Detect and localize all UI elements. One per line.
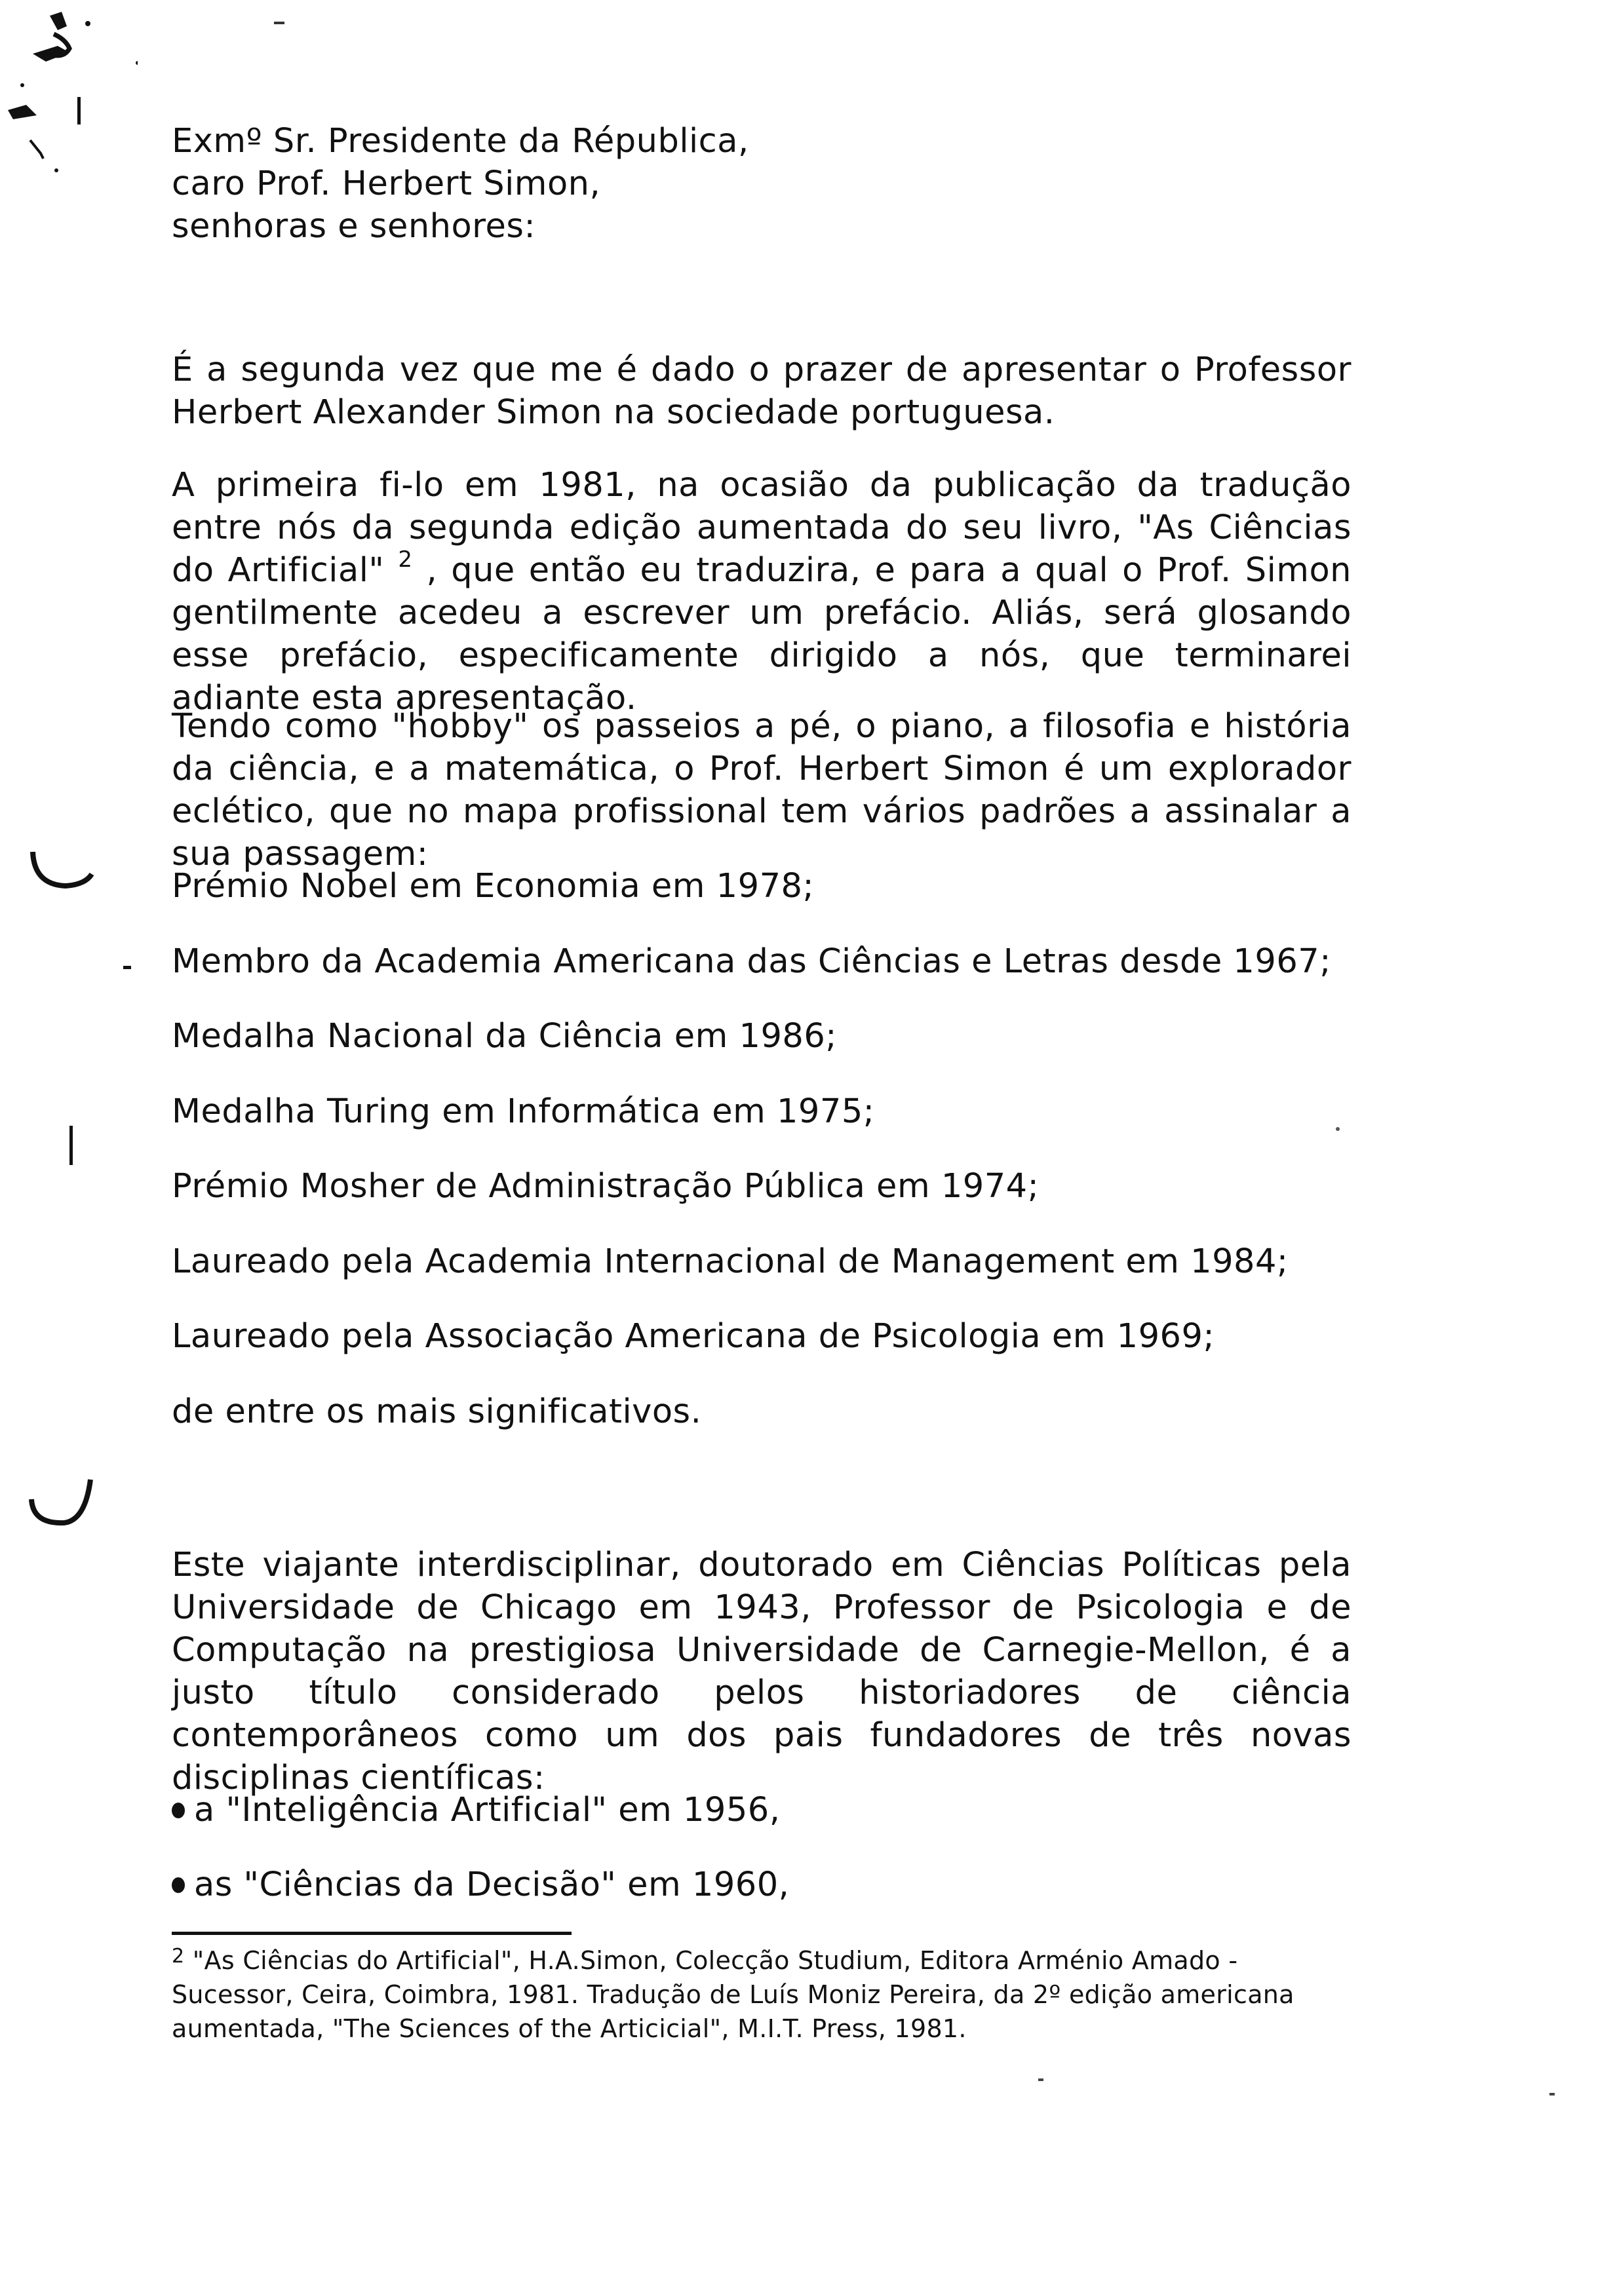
- scan-artifact-dot-bottom: [1038, 2078, 1045, 2084]
- honor-item: Laureado pela Associação Americana de Psicologia em 1969;: [172, 1317, 1215, 1356]
- scan-artifact-top-left: [7, 7, 138, 183]
- footnote-divider: [172, 1932, 572, 1935]
- scan-artifact-top-dot: [274, 20, 287, 26]
- paragraph-text: A primeira fi-lo em 1981, na ocasião da publicação da tradução entre nós da segunda edição aumentada do seu livro, "As Ciências do Artificial": [172, 466, 1352, 590]
- paragraph-intro: É a segunda vez que me é dado o prazer de apresentar o Professor Herbert Alexander Simon na sociedade portuguesa.: [172, 351, 1352, 432]
- honor-item: Membro da Academia Americana das Ciências e Letras desde 1967;: [172, 942, 1331, 981]
- discipline-item: [172, 1789, 1352, 1831]
- scan-artifact-line-left: [69, 1126, 75, 1172]
- honor-item: Medalha Nacional da Ciência em 1986;: [172, 1017, 837, 1056]
- discipline-text: a "Inteligência Artificial" em 1956,: [194, 1791, 781, 1829]
- salutation: [172, 120, 1352, 248]
- discipline-item: [172, 1864, 1352, 1906]
- footnote-reference[interactable]: 2: [398, 546, 413, 573]
- paragraph-career: Este viajante interdisciplinar, doutorado em Ciências Políticas pela Universidade de Chicago em 1943, Professor de Psicologia e de Computação na prestigiosa Universidade de Carnegie-Mellon, é a justo título considerado pelos historiadores de ciência contemporâneos como um dos pais fundadores de três novas disciplinas científicas:: [172, 1546, 1352, 1797]
- salutation-line: senhoras e senhores:: [172, 207, 536, 246]
- binder-hole-mark-2: [25, 1473, 97, 1532]
- honor-item: Laureado pela Academia Internacional de Management em 1984;: [172, 1242, 1289, 1281]
- discipline-text: as "Ciências da Decisão" em 1960,: [194, 1866, 790, 1904]
- footnote-text: "As Ciências do Artificial", H.A.Simon, Colecção Studium, Editora Arménio Amado - Sucessor, Ceira, Coimbra, 1981. Tradução de Luís Moniz Pereira, da 2º edição americana aumentada, "The Sciences of the Articicial", M.I.T. Press, 1981.: [172, 1946, 1294, 2043]
- salutation-line: Exmº Sr. Presidente da Républica,: [172, 122, 749, 161]
- bullet-icon: [172, 1803, 185, 1818]
- paragraph-hobbies: Tendo como "hobby" os passeios a pé, o piano, a filosofia e história da ciência, e a matemática, o Prof. Herbert Simon é um explorador eclético, que no mapa profissional tem vários padrões a assinalar a sua passagem:: [172, 707, 1352, 873]
- honor-item: Medalha Turing em Informática em 1975;: [172, 1092, 875, 1131]
- scan-artifact-dot-bottom-right: [1549, 2093, 1556, 2098]
- footnote: [172, 1943, 1352, 2046]
- honor-item: Prémio Nobel em Economia em 1978;: [172, 867, 815, 906]
- binder-hole-mark-1: [26, 845, 98, 898]
- paragraph-first-presentation: [172, 464, 1352, 719]
- bullet-icon: [172, 1877, 185, 1893]
- salutation-line: caro Prof. Herbert Simon,: [172, 164, 601, 203]
- scan-artifact-dot-left: [123, 966, 132, 971]
- footnote-number: 2: [172, 1945, 185, 1968]
- honor-item: Prémio Mosher de Administração Pública em 1974;: [172, 1167, 1040, 1206]
- honors-closing: de entre os mais significativos.: [172, 1392, 702, 1431]
- paragraph-text: , que então eu traduzira, e para a qual o Prof. Simon gentilmente acedeu a escrever um prefácio. Aliás, será glosando esse prefácio, especificamente dirigido a nós, que terminarei adiante esta apresentação.: [172, 551, 1352, 718]
